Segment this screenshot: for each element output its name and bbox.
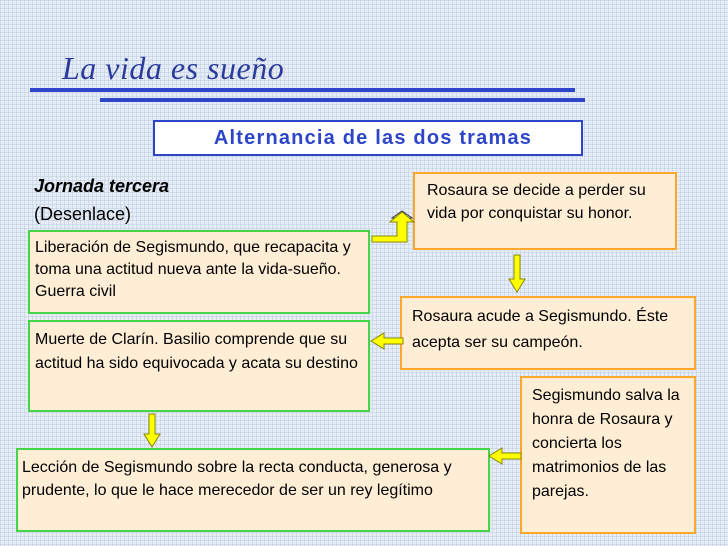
desenlace-label: (Desenlace) [34, 204, 132, 224]
slide-title: La vida es sueño [62, 50, 285, 86]
muerte-box: Muerte de Clarín. Basilio comprende que su actitud ha sido equivocada y acata su destino [28, 320, 370, 412]
arrow-left-2-icon [488, 447, 522, 465]
jornada-heading: Jornada tercera [34, 176, 170, 196]
segismundo-salva-box: Segismundo salva la honra de Rosaura y concierta los matrimonios de las parejas. [520, 376, 696, 534]
arrow-right-1-icon [370, 210, 416, 244]
section-subtitle-text: Alternancia de las dos tramas [213, 126, 533, 149]
arrow-down-2-icon [143, 414, 161, 448]
rosaura-decide-box: Rosaura se decide a perder su vida por conquistar su honor. [413, 172, 677, 250]
arrow-down-1-icon [508, 255, 526, 293]
title-underline-long [30, 88, 575, 92]
title-underline-short [100, 98, 585, 102]
arrow-left-1-icon [370, 332, 404, 350]
liberacion-box: Liberación de Segismundo, que recapacita y toma una actitud nueva ante la vida-sueño. Guerra civil [28, 230, 370, 314]
leccion-box: Lección de Segismundo sobre la recta conducta, generosa y prudente, lo que le hace merecedor de ser un rey legítimo [16, 448, 490, 532]
rosaura-acude-box: Rosaura acude a Segismundo. Éste acepta ser su campeón. [400, 296, 696, 370]
section-subtitle [153, 120, 583, 156]
